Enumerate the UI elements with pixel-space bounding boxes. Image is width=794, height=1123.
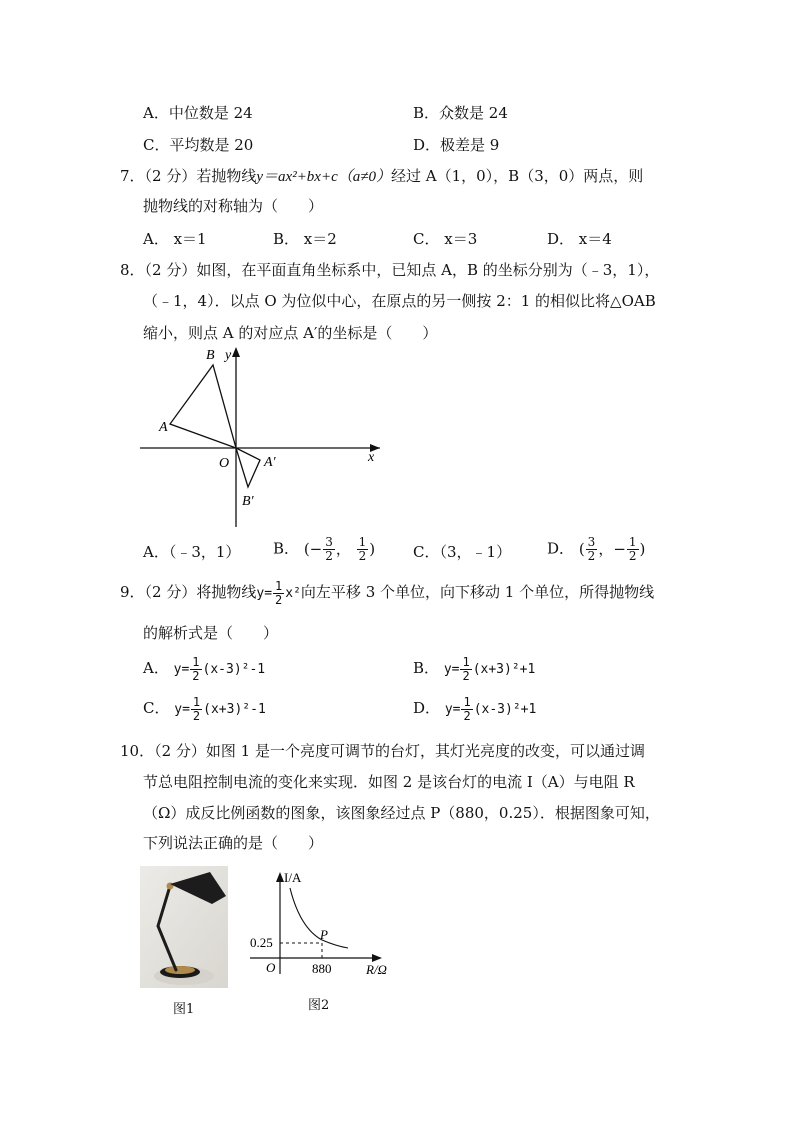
q8-option-b-value: (− $\frac{3}{2}$ ， $\frac{1}{2}$ ) xyxy=(303,535,376,563)
q8-label-x: x xyxy=(368,450,375,465)
q10-x-tick: 880 xyxy=(312,961,332,976)
q8-line2: （﹣1，4）．以点 O 为位似中心，在原点的另一侧按 2：1 的相似比将△OAB xyxy=(143,292,656,310)
q8-option-d xyxy=(547,536,645,563)
q6-option-c: C．平均数是 20 xyxy=(143,136,254,154)
q10-line1: 如图 1 是一个亮度可调节的台灯，其灯光亮度的改变，可以通过调 xyxy=(205,742,645,760)
q6-option-a: A．中位数是 24 xyxy=(143,104,253,122)
q8-label-y: y xyxy=(225,348,232,363)
q10-x-label: R/Ω xyxy=(366,962,387,977)
q8-triangle-oab xyxy=(170,365,236,448)
q9-option-d: D． y= $\frac{1}{2}$ (x-3)²+1 xyxy=(413,695,537,723)
q9-option-a-expr: y= $\frac{1}{2}$ (x-3)²-1 xyxy=(173,655,266,683)
q9-text-a: 将抛物线 xyxy=(196,583,257,601)
q8-label-b: B xyxy=(206,348,215,363)
q8-option-b-label: B． xyxy=(273,539,300,558)
q9-score: （2 分） xyxy=(144,583,197,601)
q8-label-o: O xyxy=(219,456,230,471)
q10-y-tick: 0.25 xyxy=(250,935,273,950)
q8-coordinate-figure xyxy=(130,345,390,535)
q9-option-b-expr: y= $\frac{1}{2}$ (x+3)²+1 xyxy=(443,655,536,683)
q10-number: 10． xyxy=(120,742,155,760)
q8-line1: 如图，在平面直角坐标系中，已知点 A，B 的坐标分别为（﹣3，1）， xyxy=(196,261,660,279)
q10-fig1-caption: 图1 xyxy=(173,1002,195,1017)
q8-label-a-prime: A′ xyxy=(264,455,276,470)
q7-number: 7． xyxy=(120,167,145,185)
q7-option-b: B． x＝2 xyxy=(273,230,337,248)
q9-stem-line2: 的解析式是（ ） xyxy=(143,624,279,642)
q8-y-axis-arrow xyxy=(232,347,240,357)
q10-inverse-graph xyxy=(248,866,400,982)
q8-score: （2 分） xyxy=(144,261,197,279)
q7-score: （2 分） xyxy=(144,167,197,185)
q6-option-d: D．极差是 9 xyxy=(413,136,500,154)
q10-score: （2 分） xyxy=(154,742,206,760)
q7-option-d: D． x＝4 xyxy=(547,230,612,248)
q9-text-b: 向左平移 3 个单位，向下移动 1 个单位，所得抛物线 xyxy=(300,583,655,601)
q9-formula: y= $\frac{1}{2}$ x² xyxy=(256,579,301,607)
q10-lamp-photo xyxy=(140,866,228,988)
q7-text-b: 经过 A（1，0），B（3，0）两点，则 xyxy=(390,167,644,185)
q8-stem xyxy=(120,259,659,280)
q9-option-c: C． y= $\frac{1}{2}$ (x+3)²-1 xyxy=(143,695,266,723)
q7-stem xyxy=(120,165,643,186)
q8-option-c: C．（3，﹣1） xyxy=(413,543,512,561)
q8-label-a: A xyxy=(159,420,168,435)
q10-point-p: P xyxy=(320,927,328,942)
q9-option-b: B． y= $\frac{1}{2}$ (x+3)²+1 xyxy=(413,655,536,683)
q8-option-d-value: ( $\frac{3}{2}$ ，− $\frac{1}{2}$ ) xyxy=(578,535,646,563)
q10-line2: 节总电阻控制电流的变化来实现．如图 2 是该台灯的电流 I（A）与电阻 R xyxy=(143,773,635,791)
q10-curve xyxy=(290,888,348,948)
q8-line3: 缩小，则点 A 的对应点 A′的坐标是（ ） xyxy=(143,324,438,342)
q8-label-b-prime: B′ xyxy=(242,494,254,509)
q8-option-a: A．（﹣3，1） xyxy=(143,543,241,561)
q8-option-d-label: D． xyxy=(547,539,575,558)
q10-line3: （Ω）成反比例函数的图象，该图象经过点 P（880，0.25）．根据图象可知， xyxy=(143,804,660,822)
q9-option-d-expr: y= $\frac{1}{2}$ (x-3)²+1 xyxy=(444,695,537,723)
q7-option-a: A． x＝1 xyxy=(143,230,207,248)
q8-option-b xyxy=(273,536,375,563)
q9-number: 9． xyxy=(120,583,145,601)
q10-y-label: I/A xyxy=(284,870,302,885)
q7-stem-line2: 抛物线的对称轴为（ ） xyxy=(143,197,324,215)
q9-option-c-expr: y= $\frac{1}{2}$ (x+3)²-1 xyxy=(174,695,266,723)
q9-option-a: A． y= $\frac{1}{2}$ (x-3)²-1 xyxy=(143,655,266,683)
q9-stem xyxy=(120,580,654,607)
q10-fig2-caption: 图2 xyxy=(308,998,330,1013)
q7-option-c: C． x＝3 xyxy=(413,230,478,248)
q8-number: 8． xyxy=(120,261,145,279)
q7-formula: y＝ax²+bx+c（a≠0） xyxy=(256,169,391,185)
q10-line4: 下列说法正确的是（ ） xyxy=(143,834,324,852)
q10-stem xyxy=(120,740,645,761)
q6-option-b: B．众数是 24 xyxy=(413,104,508,122)
q10-origin-label: O xyxy=(266,960,276,975)
q8-triangle-image xyxy=(236,448,260,487)
q7-text-a: 若抛物线 xyxy=(196,167,257,185)
